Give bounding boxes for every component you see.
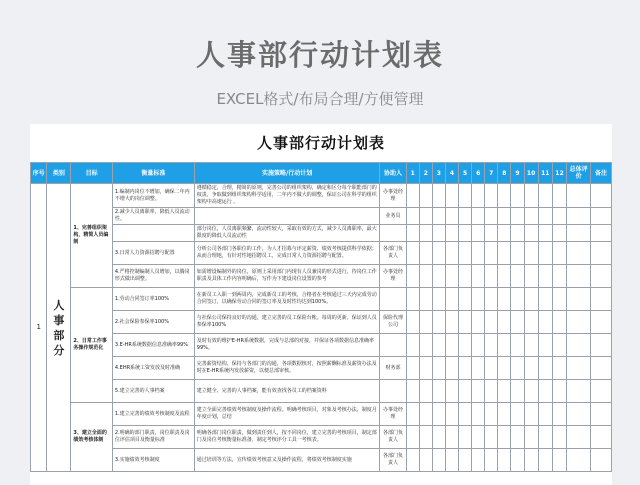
month-cell: [445, 334, 458, 357]
column-header: 10: [524, 163, 538, 184]
month-cell: [472, 265, 485, 288]
remark-cell: [591, 403, 612, 426]
row-index-cell: 1: [31, 184, 47, 472]
hero-subtitle: EXCEL格式/布局合理/方便管理: [216, 90, 424, 108]
column-header: 2: [419, 163, 432, 184]
month-cell: [419, 225, 432, 242]
table-row: [31, 357, 612, 380]
evaluation-cell: [567, 334, 591, 357]
assist-cell: [380, 288, 406, 311]
month-cell: [419, 357, 432, 380]
measure-cell: 4.EHR系统工资发放及时准确: [112, 357, 194, 380]
category-cell: 人事部分: [47, 184, 71, 472]
table-row: [31, 311, 612, 334]
table-row: [31, 449, 612, 472]
month-cell: [538, 184, 552, 208]
month-cell: [419, 288, 432, 311]
assist-cell: 办事处经理: [380, 184, 406, 208]
month-cell: [524, 184, 538, 208]
month-cell: [538, 380, 552, 403]
month-cell: [552, 184, 566, 208]
strategy-cell: 建立健全、完善的人事档案，能有效查找各员工的档案资料: [194, 380, 380, 403]
table-row: [31, 225, 612, 242]
month-cell: [511, 380, 524, 403]
sheet-title: 人事部行动计划表: [256, 134, 385, 152]
month-cell: [485, 288, 498, 311]
table-row: [31, 334, 612, 357]
column-header: 协助人: [380, 163, 406, 184]
month-cell: [552, 311, 566, 334]
remark-cell: [591, 357, 612, 380]
month-cell: [472, 225, 485, 242]
month-cell: [511, 242, 524, 265]
month-cell: [445, 265, 458, 288]
measure-cell: 2.减少人员离职率，降低人员流动性。: [112, 208, 194, 225]
strategy-cell: 通过培训等方法，宣传绩效考核意义及操作流程，将绩效考核制度实施: [194, 449, 380, 472]
hero-banner: [0, 0, 640, 120]
month-cell: [498, 380, 511, 403]
month-cell: [432, 288, 445, 311]
column-header: 7: [485, 163, 498, 184]
remark-cell: [591, 225, 612, 242]
evaluation-cell: [567, 449, 591, 472]
month-cell: [485, 184, 498, 208]
month-cell: [538, 449, 552, 472]
assist-cell: 办事处经理: [380, 403, 406, 426]
column-header: 5: [459, 163, 472, 184]
month-cell: [552, 380, 566, 403]
month-cell: [406, 208, 419, 225]
table-row: [31, 380, 612, 403]
month-cell: [498, 265, 511, 288]
month-cell: [472, 426, 485, 449]
month-cell: [485, 403, 498, 426]
month-cell: [538, 334, 552, 357]
month-cell: [406, 288, 419, 311]
month-cell: [419, 403, 432, 426]
month-cell: [485, 208, 498, 225]
month-cell: [406, 380, 419, 403]
remark-cell: [591, 184, 612, 208]
month-cell: [445, 184, 458, 208]
column-header: 1: [406, 163, 419, 184]
evaluation-cell: [567, 311, 591, 334]
column-header: 实施策略/行动计划: [194, 163, 380, 184]
month-cell: [472, 242, 485, 265]
month-cell: [511, 225, 524, 242]
remark-cell: [591, 288, 612, 311]
month-cell: [459, 242, 472, 265]
column-header: 衡量标准: [112, 163, 194, 184]
evaluation-cell: [567, 225, 591, 242]
month-cell: [498, 288, 511, 311]
month-cell: [459, 184, 472, 208]
month-cell: [552, 449, 566, 472]
month-cell: [472, 334, 485, 357]
month-cell: [445, 311, 458, 334]
month-cell: [552, 426, 566, 449]
remark-cell: [591, 265, 612, 288]
month-cell: [498, 403, 511, 426]
strategy-cell: 如需增设编制外的岗位，原则上采用部门内现有人员兼岗的形式进行，待岗位工作职责及具体工作内容明确后，写作为下建设岗位设置的参考: [194, 265, 380, 288]
column-header: 序号: [31, 163, 47, 184]
month-cell: [485, 311, 498, 334]
assist-cell: 业务员: [380, 208, 406, 225]
month-cell: [524, 426, 538, 449]
month-cell: [406, 242, 419, 265]
month-cell: [472, 403, 485, 426]
month-cell: [538, 357, 552, 380]
month-cell: [432, 208, 445, 225]
month-cell: [419, 208, 432, 225]
measure-cell: 2.明确的部门职责，岗位职责及岗位评估项目及衡量标准: [112, 426, 194, 449]
column-header: 目标: [71, 163, 113, 184]
remark-cell: [591, 334, 612, 357]
month-cell: [445, 403, 458, 426]
month-cell: [459, 288, 472, 311]
table-row: [31, 426, 612, 449]
evaluation-cell: [567, 426, 591, 449]
remark-cell: [591, 380, 612, 403]
month-cell: [432, 357, 445, 380]
month-cell: [419, 334, 432, 357]
month-cell: [538, 311, 552, 334]
evaluation-cell: [567, 265, 591, 288]
evaluation-cell: [567, 288, 591, 311]
month-cell: [538, 288, 552, 311]
month-cell: [432, 265, 445, 288]
month-cell: [511, 357, 524, 380]
strategy-cell: 部分岗位，人员离职频繁，流动性较大，采取有效的方式，减少人员离职率，最大限度的降低人员流动性: [194, 225, 380, 242]
month-cell: [432, 380, 445, 403]
month-cell: [524, 288, 538, 311]
month-cell: [406, 311, 419, 334]
month-cell: [419, 426, 432, 449]
strategy-cell: 建立全面完善绩效考核制度及操作流程。明确考核项目，对象及考核办法，制度月年度计划，总结: [194, 403, 380, 426]
remark-cell: [591, 426, 612, 449]
month-cell: [538, 225, 552, 242]
month-cell: [498, 311, 511, 334]
month-cell: [419, 242, 432, 265]
column-header: 类别: [47, 163, 71, 184]
month-cell: [459, 380, 472, 403]
month-cell: [511, 403, 524, 426]
month-cell: [511, 311, 524, 334]
column-header: 11: [538, 163, 552, 184]
month-cell: [485, 225, 498, 242]
month-cell: [432, 426, 445, 449]
assist-cell: 各部门负责人: [380, 449, 406, 472]
column-header: 4: [445, 163, 458, 184]
remark-cell: [591, 311, 612, 334]
month-cell: [432, 242, 445, 265]
month-cell: [552, 225, 566, 242]
column-header: 12: [552, 163, 566, 184]
month-cell: [419, 380, 432, 403]
evaluation-cell: [567, 357, 591, 380]
month-cell: [419, 184, 432, 208]
strategy-cell: 明确各部门岗位职责，做到责任到人，按不同岗位，建立完善的考核项目，制定部门及岗位考核衡量标准备，制定考核评分工具一考核表。: [194, 426, 380, 449]
table-row: [31, 403, 612, 426]
month-cell: [432, 311, 445, 334]
month-cell: [419, 265, 432, 288]
month-cell: [459, 225, 472, 242]
month-cell: [406, 357, 419, 380]
month-cell: [498, 426, 511, 449]
assist-cell: [380, 380, 406, 403]
month-cell: [552, 403, 566, 426]
goal-cell: 3、建立全面的绩效考核体制: [71, 403, 113, 472]
strategy-cell: 与社保公司保持良好的沟通，建立完善的员工保险台帐。每周的更新，保证到人员参保率100%: [194, 311, 380, 334]
month-cell: [432, 184, 445, 208]
month-cell: [406, 449, 419, 472]
table-row: [31, 288, 612, 311]
month-cell: [511, 184, 524, 208]
table-row: [31, 208, 612, 225]
evaluation-cell: [567, 380, 591, 403]
month-cell: [524, 334, 538, 357]
month-cell: [406, 403, 419, 426]
table-row: [31, 242, 612, 265]
column-header: 3: [432, 163, 445, 184]
measure-cell: 3.E-HR系统数据信息准确率99%: [112, 334, 194, 357]
column-header: 总体评价: [567, 163, 591, 184]
month-cell: [485, 426, 498, 449]
month-cell: [538, 265, 552, 288]
month-cell: [511, 334, 524, 357]
month-cell: [524, 265, 538, 288]
month-cell: [459, 208, 472, 225]
hero-title: 人事部行动计划表: [195, 38, 444, 72]
strategy-cell: 及时有效的维护E-HR系统数据，完成与总部的对接，并保证各项数据信息准确率99%。: [194, 334, 380, 357]
measure-cell: [112, 225, 194, 242]
month-cell: [538, 403, 552, 426]
goal-cell: 2、日常工作事务操作规范化: [71, 288, 113, 403]
month-cell: [472, 380, 485, 403]
month-cell: [511, 265, 524, 288]
month-cell: [498, 184, 511, 208]
remark-cell: [591, 242, 612, 265]
month-cell: [459, 334, 472, 357]
month-cell: [538, 242, 552, 265]
measure-cell: 1.建立完善的绩效考核制度及流程: [112, 403, 194, 426]
month-cell: [445, 380, 458, 403]
month-cell: [524, 403, 538, 426]
month-cell: [498, 225, 511, 242]
column-header: 9: [511, 163, 524, 184]
assist-cell: 办事处经理: [380, 265, 406, 288]
month-cell: [524, 242, 538, 265]
month-cell: [445, 426, 458, 449]
assist-cell: 保险代理公司: [380, 311, 406, 334]
month-cell: [459, 357, 472, 380]
month-cell: [459, 449, 472, 472]
month-cell: [524, 449, 538, 472]
month-cell: [432, 449, 445, 472]
month-cell: [511, 288, 524, 311]
month-cell: [511, 208, 524, 225]
month-cell: [524, 357, 538, 380]
strategy-cell: 在新员工入职一到两周内，完成新员工的考核，合格者在考核通过三天内完成劳动合同签订，以确保劳动合同的签订率及及时性均达到100%。: [194, 288, 380, 311]
month-cell: [524, 225, 538, 242]
month-cell: [406, 265, 419, 288]
month-cell: [445, 208, 458, 225]
measure-cell: 3.日常人力资源招聘与配置: [112, 242, 194, 265]
strategy-cell: 遵循稳定，合理，精简的原则，完善公司的组织架构，确定和区分每个职能部门的权责，争取做到组织架构科学适用，二年内不做大的调整，保证公司在科学的组织架构中高速运行 。: [194, 184, 380, 208]
month-cell: [498, 357, 511, 380]
month-cell: [472, 184, 485, 208]
month-cell: [498, 449, 511, 472]
month-cell: [485, 265, 498, 288]
month-cell: [472, 449, 485, 472]
month-cell: [432, 334, 445, 357]
month-cell: [498, 242, 511, 265]
evaluation-cell: [567, 242, 591, 265]
month-cell: [472, 357, 485, 380]
month-cell: [552, 242, 566, 265]
month-cell: [552, 265, 566, 288]
month-cell: [445, 449, 458, 472]
evaluation-cell: [567, 208, 591, 225]
evaluation-cell: [567, 184, 591, 208]
month-cell: [524, 208, 538, 225]
goal-cell: 1、完善组织架构，精简人员编制: [71, 184, 113, 288]
remark-cell: [591, 208, 612, 225]
month-cell: [538, 426, 552, 449]
assist-cell: 各部门负责人: [380, 242, 406, 265]
column-header: 备注: [591, 163, 612, 184]
strategy-cell: 分析公司各部门各职位的工作，为人才招募与评定薪资、绩效考核提供科学依据；从而合理地，有针对性地招聘员工，完成日常人力资源招聘与配置。: [194, 242, 380, 265]
month-cell: [419, 449, 432, 472]
month-cell: [419, 311, 432, 334]
assist-cell: 财务部: [380, 357, 406, 380]
strategy-cell: 完善薪资结构，保持与各部门的沟通，各项数据核对，按照薪酬标准及薪资办法及时在E-HR系统内发放薪资，以便总部审核。: [194, 357, 380, 380]
measure-cell: 2.社会保险参保率100%: [112, 311, 194, 334]
measure-cell: 4.严格控制编制人员增加，以腾岗形式做出调整。: [112, 265, 194, 288]
month-cell: [538, 208, 552, 225]
month-cell: [472, 288, 485, 311]
month-cell: [552, 357, 566, 380]
month-cell: [406, 334, 419, 357]
spreadsheet-preview: [30, 124, 612, 485]
measure-cell: 1.编制内岗位不增加，确保二年内不增大的岗位调整。: [112, 184, 194, 208]
month-cell: [498, 208, 511, 225]
month-cell: [485, 449, 498, 472]
month-cell: [524, 311, 538, 334]
month-cell: [485, 380, 498, 403]
evaluation-cell: [567, 403, 591, 426]
month-cell: [485, 334, 498, 357]
table-row: [31, 265, 612, 288]
month-cell: [432, 225, 445, 242]
month-cell: [459, 426, 472, 449]
month-cell: [445, 288, 458, 311]
month-cell: [406, 426, 419, 449]
measure-cell: 5.建立完善的人事档案: [112, 380, 194, 403]
assist-cell: 各部门负责人: [380, 426, 406, 449]
action-plan-table: [30, 162, 612, 472]
header-row: [31, 163, 612, 184]
month-cell: [445, 242, 458, 265]
month-cell: [459, 265, 472, 288]
month-cell: [552, 208, 566, 225]
month-cell: [552, 334, 566, 357]
table-row: [31, 184, 612, 208]
month-cell: [485, 357, 498, 380]
month-cell: [459, 403, 472, 426]
month-cell: [459, 311, 472, 334]
column-header: 8: [498, 163, 511, 184]
assist-cell: [380, 225, 406, 242]
measure-cell: 3.实施绩效考核制度: [112, 449, 194, 472]
month-cell: [406, 184, 419, 208]
assist-cell: [380, 334, 406, 357]
month-cell: [511, 426, 524, 449]
month-cell: [406, 225, 419, 242]
month-cell: [498, 334, 511, 357]
remark-cell: [591, 449, 612, 472]
month-cell: [552, 288, 566, 311]
month-cell: [511, 449, 524, 472]
month-cell: [472, 208, 485, 225]
month-cell: [432, 403, 445, 426]
column-header: 6: [472, 163, 485, 184]
month-cell: [485, 242, 498, 265]
month-cell: [445, 225, 458, 242]
strategy-cell: [194, 208, 380, 225]
month-cell: [445, 357, 458, 380]
month-cell: [524, 380, 538, 403]
month-cell: [472, 311, 485, 334]
measure-cell: 1.劳动合同签订率100%: [112, 288, 194, 311]
